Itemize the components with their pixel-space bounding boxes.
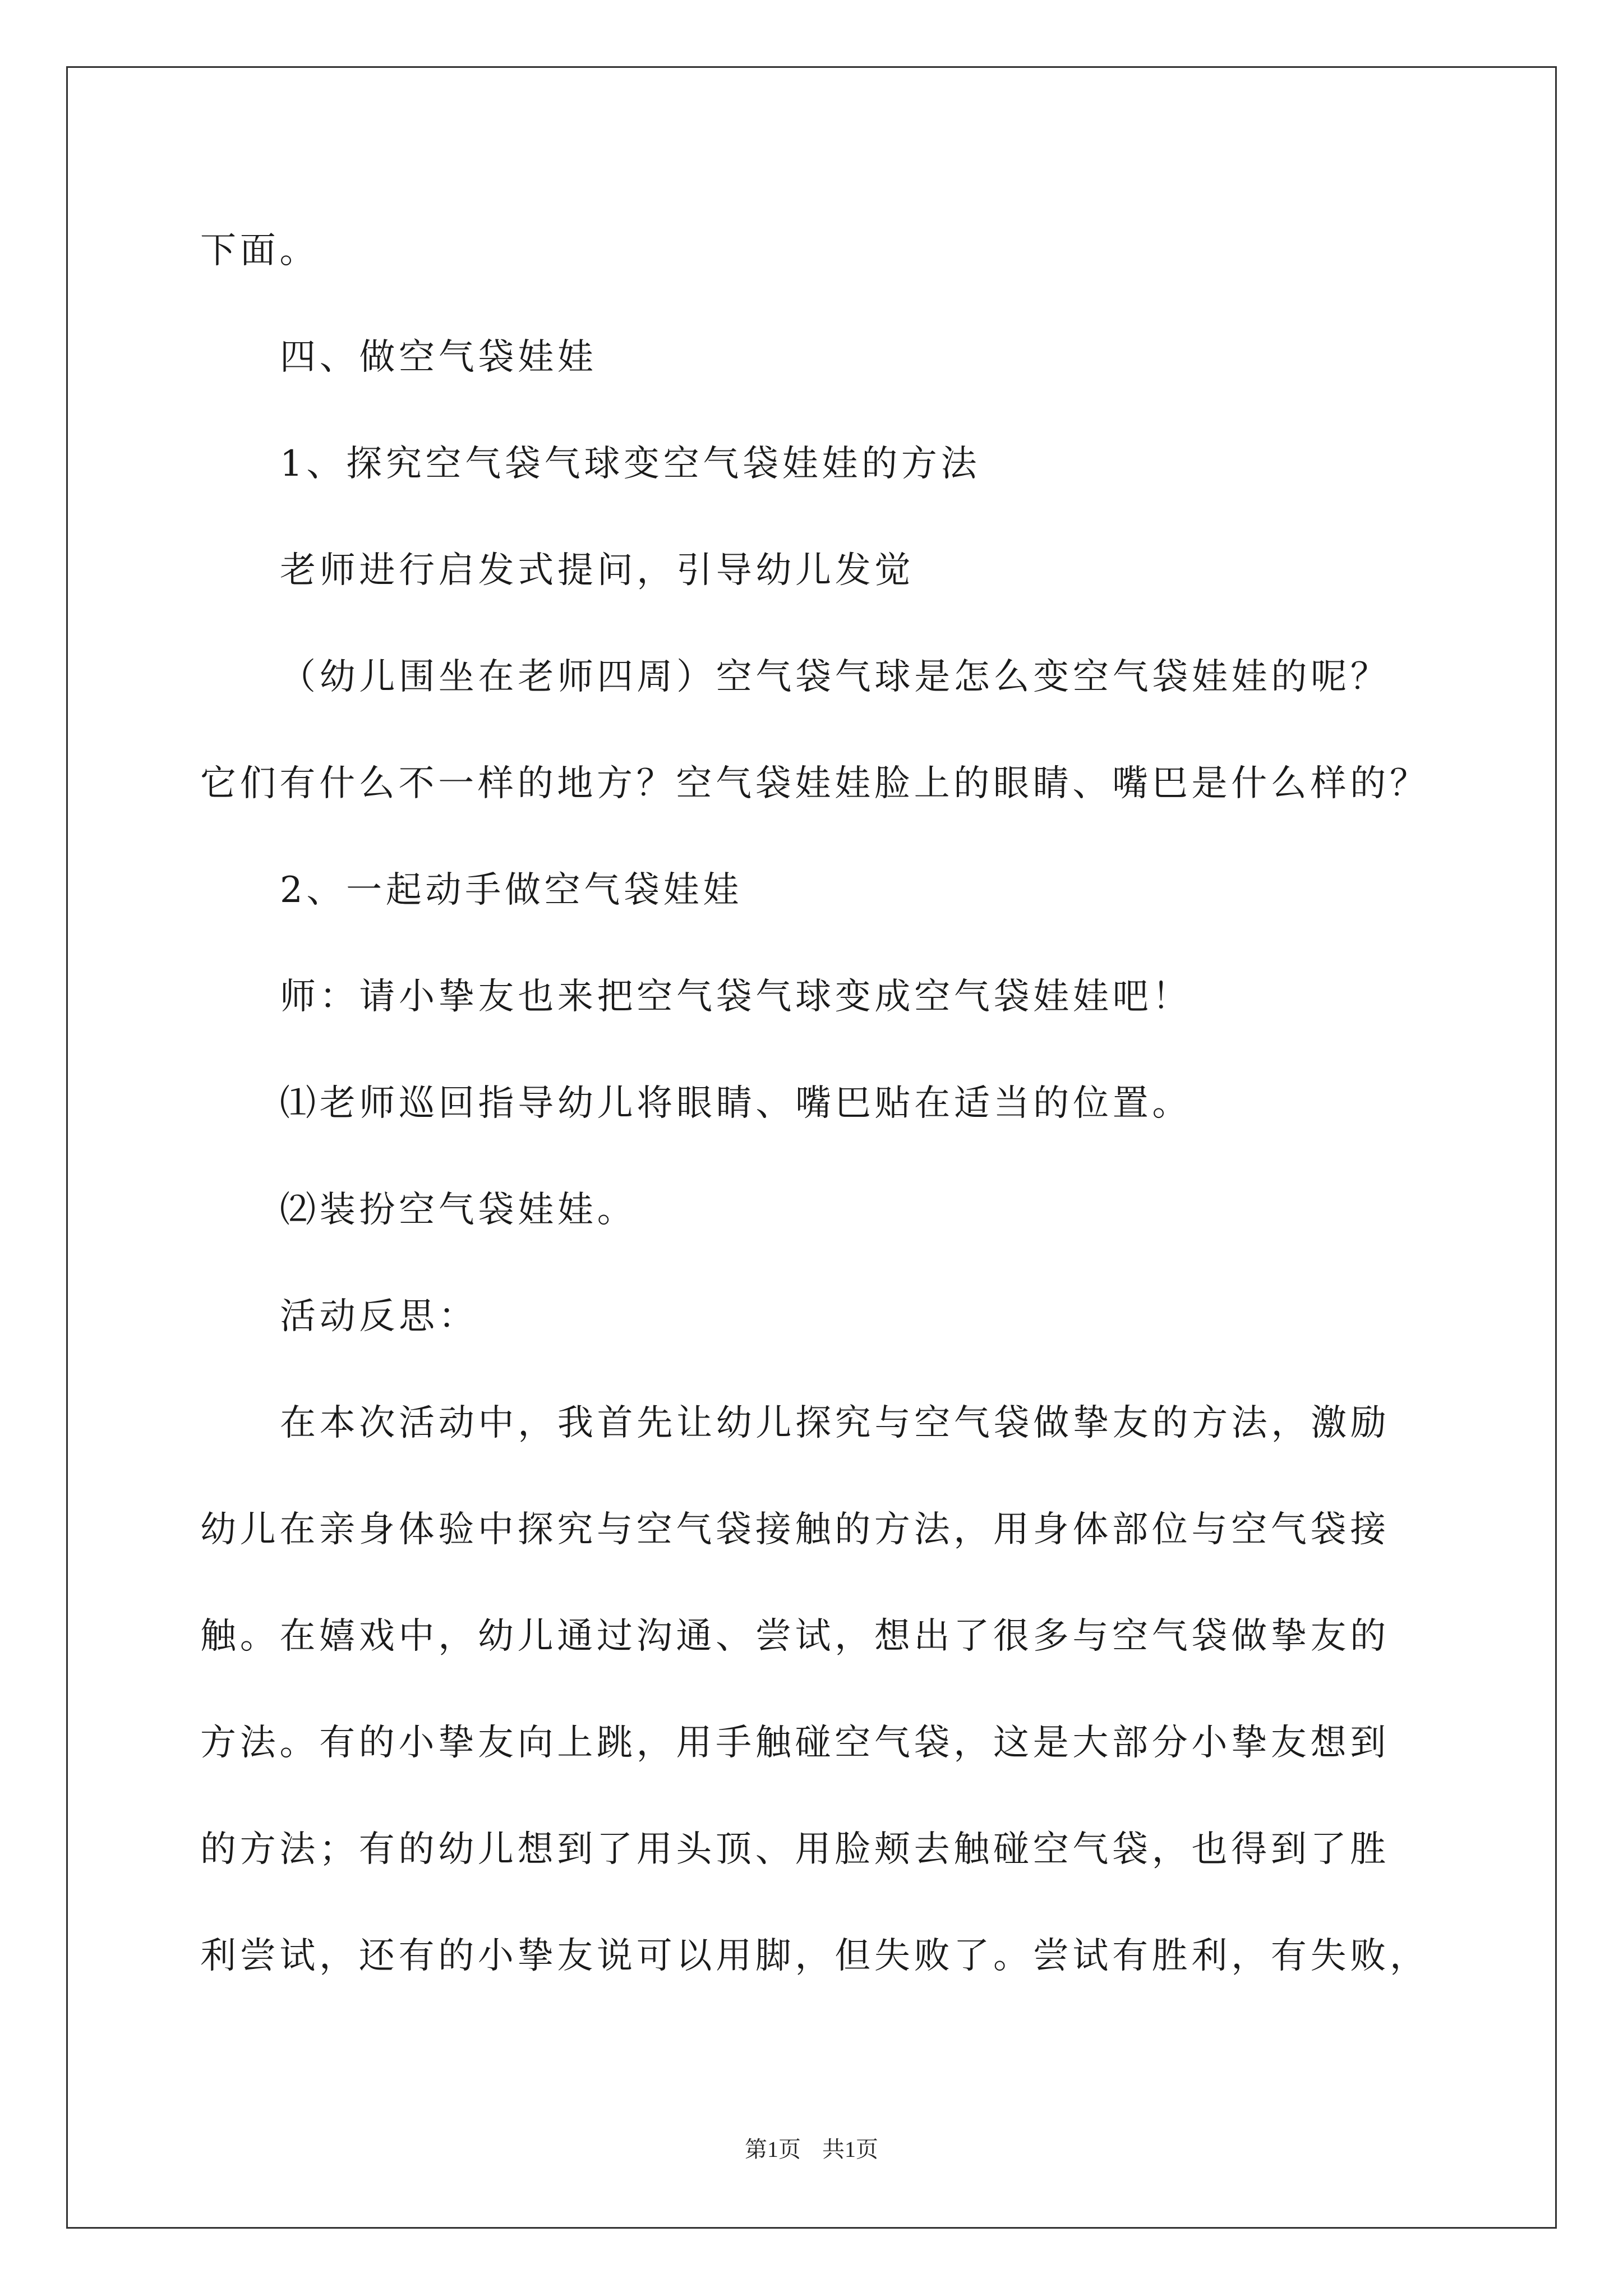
text-line: 下面。 [200,230,320,272]
page-border [66,66,1557,2229]
text-line: ⑵装扮空气袋娃娃。 [280,1189,637,1231]
paragraph-line: 触。在嬉戏中，幼儿通过沟通、尝试，想出了很多与空气袋做挚友的 [200,1616,1390,1657]
text-line: ⑴老师巡回指导幼儿将眼睛、嘴巴贴在适当的位置。 [280,1083,1192,1124]
text-line: （幼儿围坐在老师四周）空气袋气球是怎么变空气袋娃娃的呢？ [280,656,1390,698]
section-heading: 活动反思： [280,1296,478,1337]
paragraph-line: 方法。有的小挚友向上跳，用手触碰空气袋，这是大部分小挚友想到 [200,1722,1390,1764]
text-line: 它们有什么不一样的地方？空气袋娃娃脸上的眼睛、嘴巴是什么样的？ [200,763,1430,804]
paragraph-line: 在本次活动中，我首先让幼儿探究与空气袋做挚友的方法，激励 [280,1402,1390,1444]
text-line: 师：请小挚友也来把空气袋气球变成空气袋娃娃吧！ [280,976,1192,1018]
paragraph-line: 的方法；有的幼儿想到了用头顶、用脸颊去触碰空气袋，也得到了胜 [200,1829,1390,1870]
paragraph-line: 利尝试，还有的小挚友说可以用脚，但失败了。尝试有胜利，有失败， [200,1935,1430,1977]
step-heading: 1、探究空气袋气球变空气袋娃娃的方法 [280,443,981,485]
page-count: 共1页 [822,2137,878,2162]
paragraph-line: 幼儿在亲身体验中探究与空气袋接触的方法，用身体部位与空气袋接 [200,1509,1390,1550]
page-footer [0,2132,1623,2164]
text-line: 老师进行启发式提问，引导幼儿发觉 [280,550,915,591]
section-heading: 四、做空气袋娃娃 [280,337,597,378]
page-number: 第1页 [745,2137,801,2162]
step-heading: 2、一起动手做空气袋娃娃 [280,869,743,911]
